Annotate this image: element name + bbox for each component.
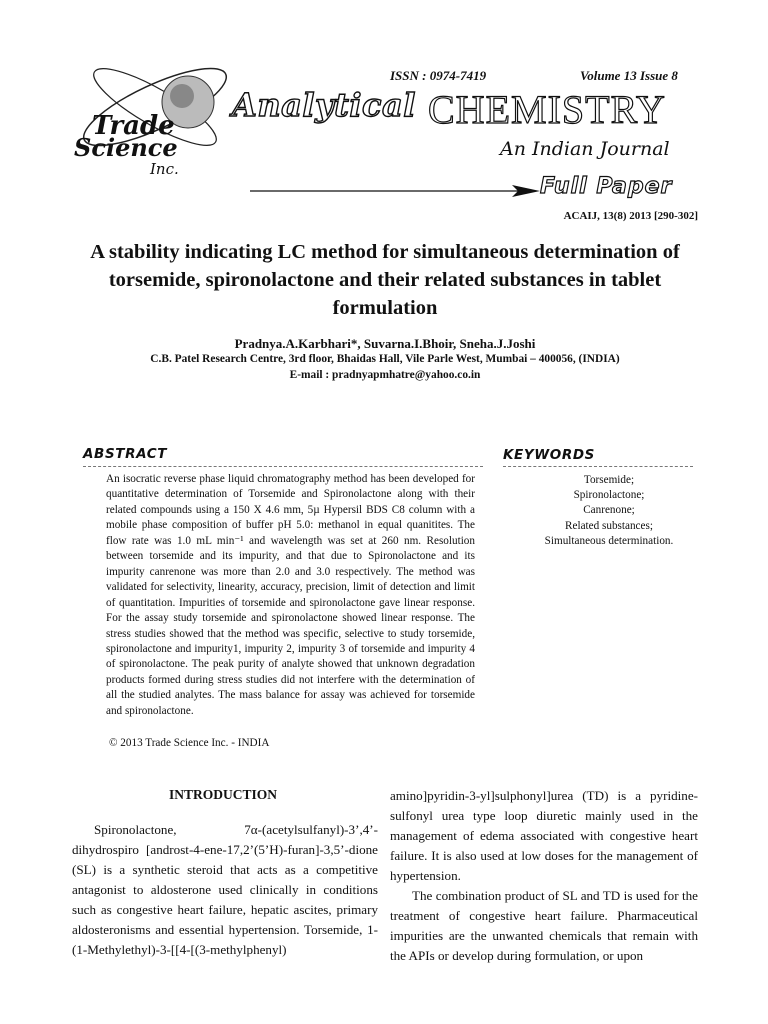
- keyword-item: Canrenone;: [583, 504, 635, 517]
- intro-right-column: [390, 786, 698, 966]
- logo-word-science: Science: [74, 133, 178, 162]
- intro-paragraph: The combination product of SL and TD is used for the treatment of congestive heart failure. Pharmaceutical impurities are the unwanted chemicals that remain with the APIs or develop during formulation, or upon: [390, 888, 698, 963]
- header-arrow-icon: [250, 184, 540, 198]
- journal-subtitle: An Indian Journal: [500, 138, 670, 160]
- keywords-list: [503, 473, 715, 549]
- keyword-item: Related substances;: [565, 519, 653, 532]
- abstract-text: An isocratic reverse phase liquid chromatography method has been developed for quantitative determination of Torsemide and Spironolactone along with their related compounds using a 150 X 4.6 mm, 5µ Hypersil BDS C8 column with a mobile phase composition of buffer pH 5.0: methanol in equal quanitites. The flow rate was 1.0 mL min⁻¹ and wavelength was set at 260 nm. Resolution between torsemide and its impurity, and that due to Spironolactone and its impurity canrenone was more than 2.0 and 3.0 respectively. The method was validated for selectivity, linearity, accuracy, precision, limit of detection and limit of quantitation. Impurities of torsemide and spironolactone gave linear response. For the assay study torsemide and spironolactone showed linear response. The stress studies showed that the method was specific, selective to study torsemide, spironolactone and impurity1, impurity 2, impurity 3 of torsemide and impurity 4 of spironolactone. The peak purity of analyte showed that unknown degradation products formed during stress studies did not interfere with the determination of all the studied analytes. The mass balance for assay was achieved for torsemide and spironolactone.: [106, 473, 475, 717]
- intro-paragraph: Spironolactone, 7α-(acetylsulfanyl)-3’,4’-dihydrospiro [androst-4-ene-17,2’(5’H)-furan]-3,5’-dione (SL) is a synthetic steroid that acts as a competitive antagonist to aldosterone used clinically in conditions such as congestive heart failure, hepatic ascites, primary aldosteronisms and essential hypertension. Torsemide, 1-(1-Methylethyl)-3-[[4-[(3-methylphenyl): [72, 822, 378, 957]
- volume-issue: Volume 13 Issue 8: [580, 68, 678, 83]
- citation: ACAIJ, 13(8) 2013 [290-302]: [563, 210, 698, 222]
- intro-left-column: [72, 820, 378, 960]
- logo-word-trade: Trade: [92, 111, 175, 141]
- article-authors: Pradnya.A.Karbhari*, Suvarna.I.Bhoir, Sneha.J.Joshi: [234, 336, 536, 351]
- intro-paragraph: amino]pyridin-3-yl]sulphonyl]urea (TD) is a pyridine-sulfonyl urea type loop diuretic mainly used in the management of edema associated with congestive heart failure. It is also used at low doses for the management of hypertension.: [390, 788, 698, 883]
- copyright: © 2013 Trade Science Inc. - INDIA: [109, 737, 270, 749]
- keyword-item: Torsemide;: [583, 474, 635, 486]
- abstract-heading: ABSTRACT: [83, 446, 168, 462]
- keyword-item: Simultaneous determination.: [544, 534, 674, 547]
- journal-name-analytical: Analytical: [232, 86, 416, 124]
- issn: ISSN : 0974-7419: [390, 68, 487, 83]
- trade-science-logo: [70, 52, 240, 177]
- article-title: A stability indicating LC method for simultaneous determination of torsemide, spironolactone and their related substances in tablet formulation: [90, 241, 680, 319]
- keywords-divider: [503, 466, 693, 467]
- abstract-divider: [83, 466, 483, 467]
- article-email: E-mail : pradnyapmhatre@yahoo.co.in: [289, 369, 481, 381]
- paper-type-label: Full Paper: [540, 174, 673, 199]
- journal-name-chemistry: CHEMISTRY: [428, 87, 666, 132]
- introduction-heading: INTRODUCTION: [168, 787, 277, 802]
- keywords-heading: KEYWORDS: [503, 447, 595, 463]
- keyword-item: Spironolactone;: [573, 489, 645, 502]
- article-affiliation: C.B. Patel Research Centre, 3rd floor, Bhaidas Hall, Vile Parle West, Mumbai – 400056, (INDIA): [150, 353, 620, 365]
- logo-word-inc: Inc.: [150, 160, 179, 177]
